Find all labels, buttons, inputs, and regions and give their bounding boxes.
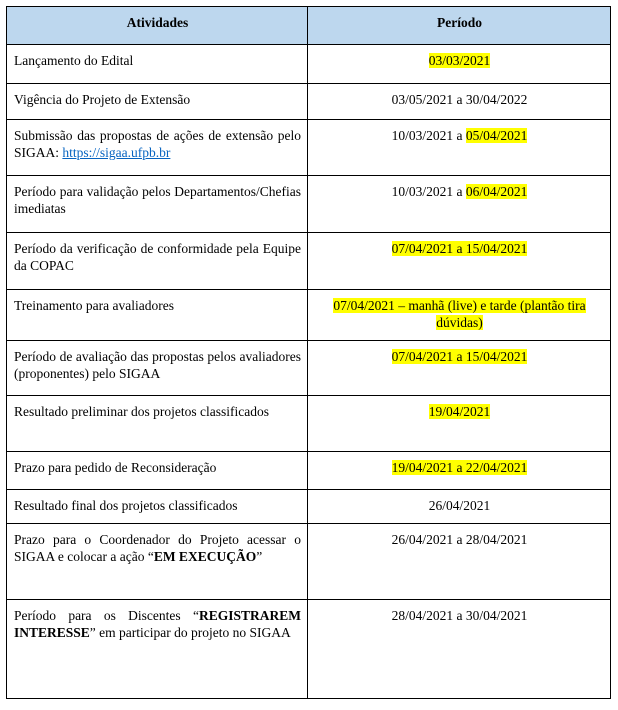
table-row — [7, 233, 611, 290]
activity-text-end: ” em participar do projeto no SIGAA — [89, 625, 291, 640]
period-text: 28/04/2021 a 30/04/2021 — [391, 608, 528, 623]
activity-cell — [7, 600, 308, 699]
activity-text: Prazo para o Coordenador do Projeto acessar o SIGAA e colocar a ação “ — [14, 532, 301, 564]
table-row — [7, 45, 611, 84]
table-row — [7, 84, 611, 120]
table-row — [7, 490, 611, 524]
activity-cell: Resultado final dos projetos classificados — [7, 490, 308, 524]
period-highlight: 19/04/2021 a 22/04/2021 — [391, 460, 528, 475]
period-text: 26/04/2021 a 28/04/2021 — [391, 532, 528, 547]
activity-bold: EM EXECUÇÃO — [153, 549, 257, 564]
period-text: 10/03/2021 a — [391, 128, 466, 143]
period-highlight: 07/04/2021 – manhã (live) e tarde (plantão tira dúvidas) — [333, 298, 586, 330]
activity-cell: Período de avaliação das propostas pelos avaliadores (proponentes) pelo SIGAA — [7, 341, 308, 396]
table-row — [7, 452, 611, 490]
table-row — [7, 341, 611, 396]
period-cell — [308, 396, 611, 452]
period-highlight: 06/04/2021 — [465, 184, 528, 199]
period-cell — [308, 84, 611, 120]
table-row — [7, 396, 611, 452]
activity-cell — [7, 120, 308, 176]
table-row — [7, 176, 611, 233]
activity-cell: Prazo para pedido de Reconsideração — [7, 452, 308, 490]
period-text: 10/03/2021 a — [391, 184, 466, 199]
period-highlight: 07/04/2021 a 15/04/2021 — [391, 349, 528, 364]
activity-bold: REGISTRAREM INTERESSE — [14, 608, 301, 640]
period-cell — [308, 176, 611, 233]
activity-cell: Resultado preliminar dos projetos classificados — [7, 396, 308, 452]
period-text: 03/05/2021 a 30/04/2022 — [391, 92, 528, 107]
activity-cell: Lançamento do Edital — [7, 45, 308, 84]
activity-text: Submissão das propostas de ações de extensão pelo SIGAA: — [14, 128, 301, 160]
period-highlight: 19/04/2021 — [428, 404, 491, 419]
header-period: Período — [308, 7, 611, 45]
period-cell — [308, 341, 611, 396]
activity-cell: Treinamento para avaliadores — [7, 290, 308, 341]
activity-cell — [7, 524, 308, 600]
period-cell — [308, 45, 611, 84]
period-cell — [308, 524, 611, 600]
period-cell — [308, 600, 611, 699]
header-row — [7, 7, 611, 45]
period-highlight: 07/04/2021 a 15/04/2021 — [391, 241, 528, 256]
period-cell — [308, 290, 611, 341]
schedule-table — [6, 6, 611, 699]
period-cell — [308, 233, 611, 290]
sigaa-link[interactable]: https://sigaa.ufpb.br — [62, 145, 171, 160]
activity-cell: Período para validação pelos Departamentos/Chefias imediatas — [7, 176, 308, 233]
period-cell — [308, 120, 611, 176]
activity-cell: Período da verificação de conformidade pela Equipe da COPAC — [7, 233, 308, 290]
table-row — [7, 120, 611, 176]
table-row — [7, 524, 611, 600]
period-cell — [308, 452, 611, 490]
period-cell — [308, 490, 611, 524]
period-highlight: 03/03/2021 — [428, 53, 491, 68]
period-text: 26/04/2021 — [428, 498, 491, 513]
activity-text: Período para os Discentes “ — [14, 608, 199, 623]
activity-cell: Vigência do Projeto de Extensão — [7, 84, 308, 120]
header-activities: Atividades — [7, 7, 308, 45]
table-row — [7, 290, 611, 341]
period-highlight: 05/04/2021 — [465, 128, 528, 143]
table-row — [7, 600, 611, 699]
activity-text-end: ” — [256, 549, 263, 564]
